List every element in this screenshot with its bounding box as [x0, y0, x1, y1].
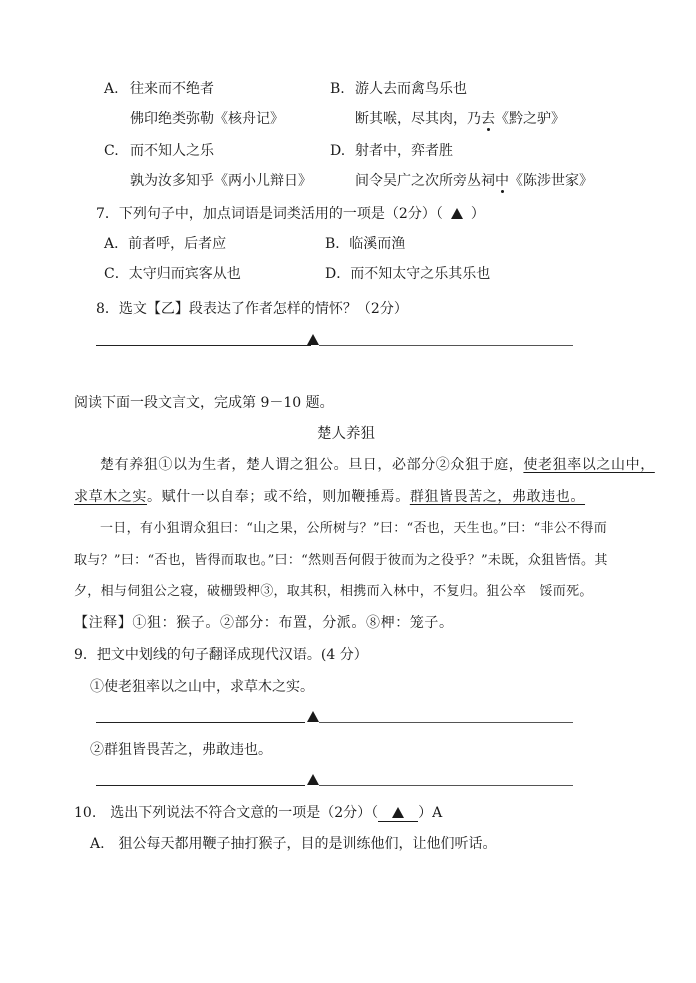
- q6-option-c-line1: 而不知人之乐: [130, 143, 214, 159]
- q6-option-a-label: A.: [104, 81, 119, 97]
- q6-b-line2-post: 《黔之驴》: [495, 111, 565, 127]
- q8-answer-line-left: [96, 345, 311, 346]
- passage-underlined-sentence-2: 群狙皆畏苦之，弗敢违也。: [409, 489, 586, 505]
- q9-answer-line-2-left: [96, 785, 305, 786]
- q7-stem-text: 7．下列句子中，加点词语是词类活用的一项是（2分）（: [96, 206, 443, 222]
- q7-option-a: A．前者呼，后者应: [104, 236, 227, 252]
- q6-option-a-line2: 佛印绝类弥勒《核舟记》: [130, 111, 284, 127]
- q6-d-line2-pre: 间令吴广之次所旁丛祠: [355, 173, 495, 189]
- q6-b-line2-pre: 断其喉，尽其肉，乃: [355, 111, 481, 127]
- passage-notes: 【注释】①狙：猴子。②部分：布置，分派。⑧柙：笼子。: [74, 615, 454, 631]
- q6-d-line2-post: 《陈涉世家》: [509, 173, 593, 189]
- answer-triangle-icon: [307, 711, 319, 722]
- q6-option-b-label: B.: [330, 81, 345, 97]
- q7-stem: [96, 204, 485, 224]
- passage-underlined-sentence-1b: 求草木之实: [74, 489, 147, 505]
- q9-answer-line-1-right: [319, 722, 573, 723]
- q6-option-d-label: D.: [330, 143, 346, 159]
- q6-option-d-line1: 射者中，弈者胜: [355, 143, 453, 159]
- q7-option-d: D．而不知太守之乐其乐也: [325, 266, 491, 282]
- passage-p1-line2: [74, 487, 585, 507]
- q6-option-d-line2: [355, 171, 593, 191]
- q9-answer-line-1-left: [96, 722, 305, 723]
- answer-triangle-icon: [392, 807, 404, 818]
- q8-answer-line-right: [319, 345, 573, 346]
- q7-option-b: B．临溪而渔: [325, 236, 406, 252]
- passage-p2-line3: 夕，相与伺狙公之寝，破栅毁柙③，取其积，相携而入林中，不复归。狙公卒 馁而死。: [74, 584, 593, 599]
- passage-p1-line2-plain: 。赋什一以自奉；或不给，则加鞭捶焉。: [147, 489, 410, 505]
- q10-stem: [74, 803, 442, 823]
- passage-p2-line2: 取与？”曰：“否也，皆得而取也。”曰：“然则吾何假于彼而为之役乎？”未既，众狙皆悟。其: [74, 553, 608, 568]
- passage-underlined-sentence-1a: 使老狙率以之山中，: [523, 457, 655, 473]
- q9-stem: 9．把文中划线的句子翻译成现代汉语。(4 分）: [74, 647, 368, 663]
- passage-intro: 阅读下面一段文言文，完成第 9－10 题。: [74, 395, 334, 411]
- q6-option-c-line2: 孰为汝多知乎《两小儿辩日》: [130, 173, 312, 189]
- q6-d-line2-dotted-word: 中: [495, 173, 509, 189]
- q9-sentence-2: ②群狙皆畏苦之，弗敢违也。: [90, 742, 272, 758]
- q7-option-c: C．太守归而宾客从也: [104, 266, 241, 282]
- answer-triangle-icon: [307, 774, 319, 785]
- q6-option-b-line1: 游人去而禽鸟乐也: [355, 81, 467, 97]
- q10-stem-post: ）A: [418, 805, 443, 821]
- q6-option-a-line1: 往来而不绝者: [130, 81, 214, 97]
- q6-option-b-line2: [355, 109, 565, 129]
- q6-option-c-label: C.: [104, 143, 119, 159]
- passage-p1-line1-plain: 楚有养狙①以为生者，楚人谓之狙公。旦日，必部分②众狙于庭，: [100, 457, 524, 473]
- q7-stem-end: ）: [470, 206, 485, 222]
- passage-p1-line1: [100, 455, 655, 475]
- q10-answer-blank[interactable]: [378, 805, 418, 822]
- q10-option-a: A. 狙公每天都用鞭子抽打猴子，目的是训练他们，让他们听话。: [90, 836, 497, 852]
- answer-triangle-icon: [307, 334, 319, 345]
- q9-sentence-1: ①使老狙率以之山中，求草木之实。: [90, 679, 314, 695]
- q8-stem: 8．选文【乙】段表达了作者怎样的情怀？（2分）: [96, 301, 408, 317]
- answer-triangle-icon: [451, 208, 463, 219]
- passage-title: 楚人养狙: [317, 426, 375, 442]
- q9-answer-line-2-right: [319, 785, 573, 786]
- q10-stem-pre: 10. 选出下列说法不符合文意的一项是（2分）（: [74, 805, 379, 821]
- q6-b-line2-dotted-word: 去: [481, 111, 495, 127]
- passage-p2-line1: 一日，有小狙谓众狙曰：“山之果，公所树与？”曰：“否也，天生也。”曰：“非公不得而: [100, 521, 608, 536]
